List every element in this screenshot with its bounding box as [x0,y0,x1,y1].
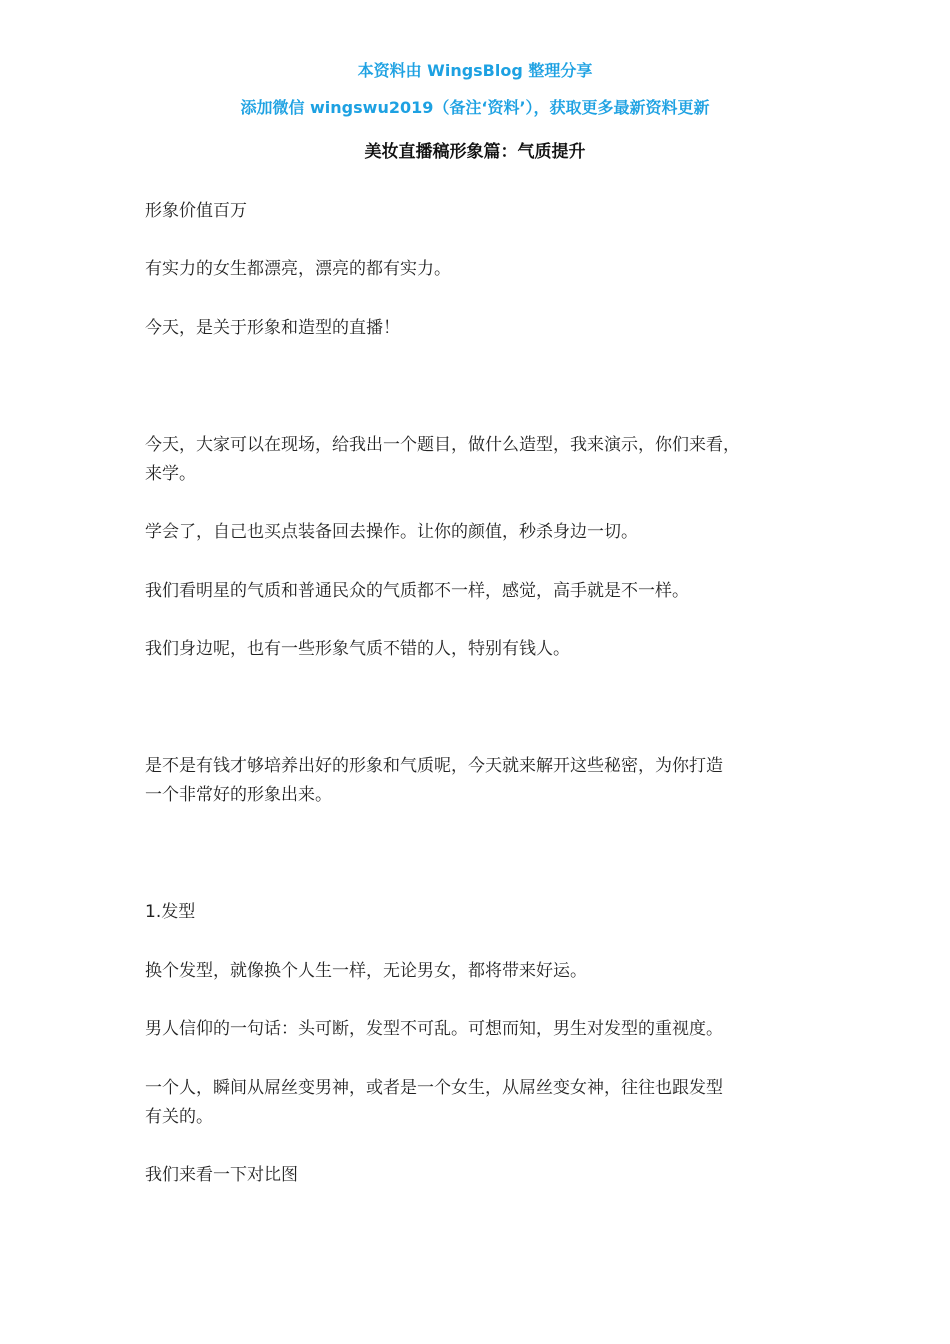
paragraph: 有实力的女生都漂亮，漂亮的都有实力。 [145,259,451,279]
paragraph: 我们来看一下对比图 [145,1165,298,1185]
paragraph: 今天，大家可以在现场，给我出一个题目，做什么造型，我来演示，你们来看， [145,435,740,455]
paragraph: 我们看明星的气质和普通民众的气质都不一样，感觉，高手就是不一样。 [145,581,689,601]
paragraph: 换个发型，就像换个人生一样，无论男女，都将带来好运。 [145,961,587,981]
paragraph: 一个人，瞬间从屌丝变男神，或者是一个女生，从屌丝变女神，往往也跟发型 [145,1078,723,1098]
paragraph: 是不是有钱才够培养出好的形象和气质呢，今天就来解开这些秘密，为你打造 [145,756,723,776]
paragraph: 男人信仰的一句话：头可断，发型不可乱。可想而知，男生对发型的重视度。 [145,1019,723,1039]
header-line-2: 添加微信 wingswu2019（备注‘资料’），获取更多最新资料更新 [240,98,710,117]
paragraph: 学会了，自己也买点装备回去操作。让你的颜值，秒杀身边一切。 [145,522,638,542]
document-title: 美妆直播稿形象篇：气质提升 [364,142,586,162]
paragraph: 今天，是关于形象和造型的直播！ [145,318,400,338]
section-heading: 1.发型 [145,902,196,922]
paragraph: 有关的。 [145,1107,213,1127]
paragraph: 形象价值百万 [145,201,247,221]
paragraph: 我们身边呢，也有一些形象气质不错的人，特别有钱人。 [145,639,570,659]
paragraph: 来学。 [145,464,196,484]
paragraph: 一个非常好的形象出来。 [145,785,332,805]
header-line-1: 本资料由 WingsBlog 整理分享 [357,61,593,80]
